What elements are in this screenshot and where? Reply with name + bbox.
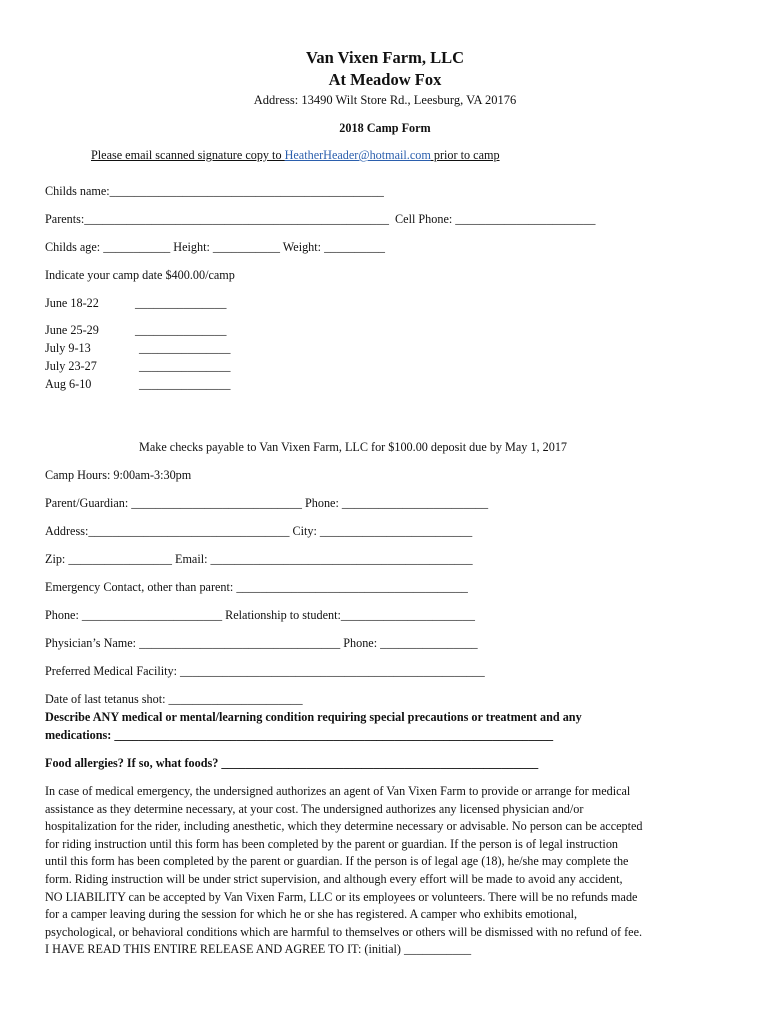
release-line: for riding instruction until this form has been completed by the parent or guardian. If the person is of legal instruction	[45, 836, 619, 851]
camp-date-blank[interactable]: _______________	[139, 341, 231, 355]
food-allergies-field[interactable]: Food allergies? If so, what foods? ____________________________________________________	[45, 756, 539, 770]
camp-date-intro: Indicate your camp date $400.00/camp	[45, 268, 235, 282]
zip-email-field[interactable]: Zip: _________________ Email: ___________________________________________	[45, 552, 473, 566]
tetanus-field[interactable]: Date of last tetanus shot: ______________________	[45, 692, 303, 706]
camp-date-label: July 9-13	[45, 341, 91, 355]
release-line: assistance as they determine necessary, at your cost. The undersigned authorizes any licensed physician and/or	[45, 801, 584, 816]
medications-field[interactable]: medications: ________________________________________________________________________	[45, 728, 554, 742]
release-line: until this form has been completed by the parent or guardian. If the person is of legal age (18), he/she may complete the	[45, 854, 629, 869]
email-link[interactable]: HeatherHeader@hotmail.com	[284, 148, 431, 162]
payment-instructions: Make checks payable to Van Vixen Farm, LLC for $100.00 deposit due by May 1, 2017	[139, 440, 568, 454]
camp-date-blank[interactable]: _______________	[139, 359, 231, 373]
camp-date-label: Aug 6-10	[45, 377, 92, 391]
email-instruction	[91, 148, 500, 163]
address-city-field[interactable]: Address:_________________________________ City: _________________________	[45, 524, 473, 538]
age-height-weight-field[interactable]: Childs age: ___________ Height: ___________ Weight: __________	[45, 240, 386, 254]
release-line: hospitalization for the rider, including anesthetic, which they determine necessary or advisable. No person can be accepted	[45, 819, 643, 834]
camp-date-label: June 25-29	[45, 323, 99, 337]
phone-relationship-field[interactable]: Phone: _______________________ Relationship to student:______________________	[45, 608, 475, 622]
camp-date-blank[interactable]: _______________	[135, 296, 227, 310]
physician-field[interactable]: Physician’s Name: _________________________________ Phone: ________________	[45, 636, 478, 650]
camp-hours: Camp Hours: 9:00am-3:30pm	[45, 468, 192, 482]
release-line: In case of medical emergency, the undersigned authorizes an agent of Van Vixen Farm to provide or arrange for medical	[45, 784, 631, 798]
release-paragraph	[45, 783, 735, 959]
parents-cell-field[interactable]: Parents:__________________________________________________ Cell Phone: _______________________	[45, 212, 596, 226]
release-line: form. Riding instruction will be under strict supervision, and although every effort will be made to avoid any accident,	[45, 871, 623, 886]
farm-title: Van Vixen Farm, LLC	[306, 48, 464, 67]
farm-subtitle: At Meadow Fox	[328, 70, 442, 89]
camp-date-blank[interactable]: _______________	[139, 377, 231, 391]
email-prefix: Please email scanned signature copy to	[91, 148, 285, 162]
email-suffix: prior to camp	[430, 148, 500, 162]
release-line: psychological, or behavioral conditions which are harmful to themselves or others will be dismissed with no refund of fee.	[45, 924, 643, 939]
camp-date-label: June 18-22	[45, 296, 99, 310]
camp-date-blank[interactable]: _______________	[135, 323, 227, 337]
medical-condition-prompt: Describe ANY medical or mental/learning condition requiring special precautions or treatment and any	[45, 710, 582, 724]
camp-date-label: July 23-27	[45, 359, 97, 373]
farm-address: Address: 13490 Wilt Store Rd., Leesburg, VA 20176	[253, 93, 517, 107]
emergency-contact-field[interactable]: Emergency Contact, other than parent: ______________________________________	[45, 580, 468, 594]
child-name-field[interactable]: Childs name:_____________________________________________	[45, 184, 384, 198]
guardian-phone-field[interactable]: Parent/Guardian: ____________________________ Phone: ________________________	[45, 496, 489, 510]
form-title: 2018 Camp Form	[339, 121, 431, 135]
release-line: NO LIABILITY can be accepted by Van Vixen Farm, LLC or its employees or volunteers. There will be no refunds made	[45, 889, 638, 904]
medical-facility-field[interactable]: Preferred Medical Facility: __________________________________________________	[45, 664, 485, 678]
release-line: for a camper leaving during the session for which he or she has registered. A camper who exhibits emotional,	[45, 907, 578, 922]
release-initial-field[interactable]: I HAVE READ THIS ENTIRE RELEASE AND AGREE TO IT: (initial) ___________	[45, 942, 472, 957]
